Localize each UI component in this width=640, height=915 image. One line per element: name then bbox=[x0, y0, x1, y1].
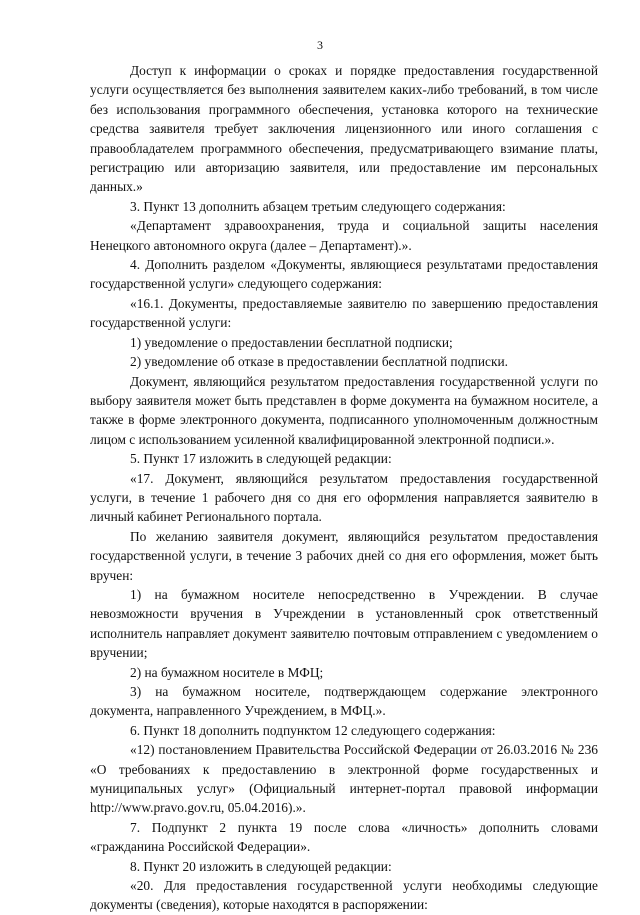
paragraph-access-info: Доступ к информации о сроках и порядке предоставления государственной услуги осуществляется без выполнения заявителем каких-либо требований, в том числе без использования программного обеспечения, установка которого на технические средства заявителя требует заключения лицензионного или иного соглашения с правообладателем программного обеспечения, предусматривающего взимание платы, регистрацию или авторизацию заявителя, или предоставление им персональных данных.» bbox=[90, 63, 598, 195]
paragraph-20: «20. Для предоставления государственной услуги необходимы следующие документы (сведения), которые находятся в распоряжении: bbox=[90, 878, 598, 913]
paragraph-17: «17. Документ, являющийся результатом предоставления государственной услуги, в течение 1 рабочего дня со дня его оформления направляется заявителю в личный кабинет Регионального портала. bbox=[90, 470, 598, 525]
paragraph-item-7: 7. Подпункт 2 пункта 19 после слова «личность» дополнить словами «гражданина Российской Федерации». bbox=[90, 819, 598, 855]
paragraph-delivery-2: 2) на бумажном носителе в МФЦ; bbox=[130, 664, 324, 680]
paragraph-result-document: Документ, являющийся результатом предоставления государственной услуги по выбору заявителя может быть представлен в форме документа на бумажном носителе, а также в форме электронного документа, подписанного уполномоченным должностным лицом с использованием усиленной квалифицированной электронной подписи.». bbox=[90, 373, 598, 447]
paragraph-12-resolution: «12) постановлением Правительства Российской Федерации от 26.03.2016 № 236 «О требованиях к предоставлению в электронной форме государственных и муниципальных услуг» (Официальный интернет-портал правовой информации http://www.pravo.gov.ru, 05.04.2016).». bbox=[90, 742, 598, 816]
paragraph-item-4: 4. Дополнить разделом «Документы, являющиеся результатами предоставления государственной услуги» следующего содержания: bbox=[90, 257, 598, 292]
paragraph-delivery-3: 3) на бумажном носителе, подтверждающем содержание электронного документа, направленного Учреждением, в МФЦ.». bbox=[90, 684, 598, 719]
page-number: 3 bbox=[317, 38, 323, 52]
paragraph-subitem-2: 2) уведомление об отказе в предоставлении бесплатной подписки. bbox=[130, 354, 509, 370]
paragraph-item-6: 6. Пункт 18 дополнить подпунктом 12 следующего содержания: bbox=[130, 722, 496, 738]
paragraph-item-5: 5. Пункт 17 изложить в следующей редакции: bbox=[130, 451, 392, 467]
paragraph-16-1: «16.1. Документы, предоставляемые заявителю по завершению предоставления государственной услуги: bbox=[90, 295, 598, 331]
paragraph-item-8: 8. Пункт 20 изложить в следующей редакции: bbox=[130, 858, 392, 874]
paragraph-delivery-1: 1) на бумажном носителе непосредственно в Учреждении. В случае невозможности вручения в Учреждении в установленный срок ответственный исполнитель направляет документ заявителю почтовым отправлением с уведомлением о вручении; bbox=[90, 586, 598, 661]
document-body bbox=[90, 61, 598, 915]
paragraph-applicant-wish: По желанию заявителя документ, являющийся результатом предоставления государственной услуги, в течение 3 рабочих дней со дня его оформления, может быть вручен: bbox=[90, 528, 598, 583]
paragraph-subitem-1: 1) уведомление о предоставлении бесплатной подписки; bbox=[130, 334, 453, 350]
paragraph-item-3: 3. Пункт 13 дополнить абзацем третьим следующего содержания: bbox=[130, 198, 506, 214]
paragraph-department: «Департамент здравоохранения, труда и социальной защиты населения Ненецкого автономного округа (далее – Департамент).». bbox=[90, 218, 598, 253]
